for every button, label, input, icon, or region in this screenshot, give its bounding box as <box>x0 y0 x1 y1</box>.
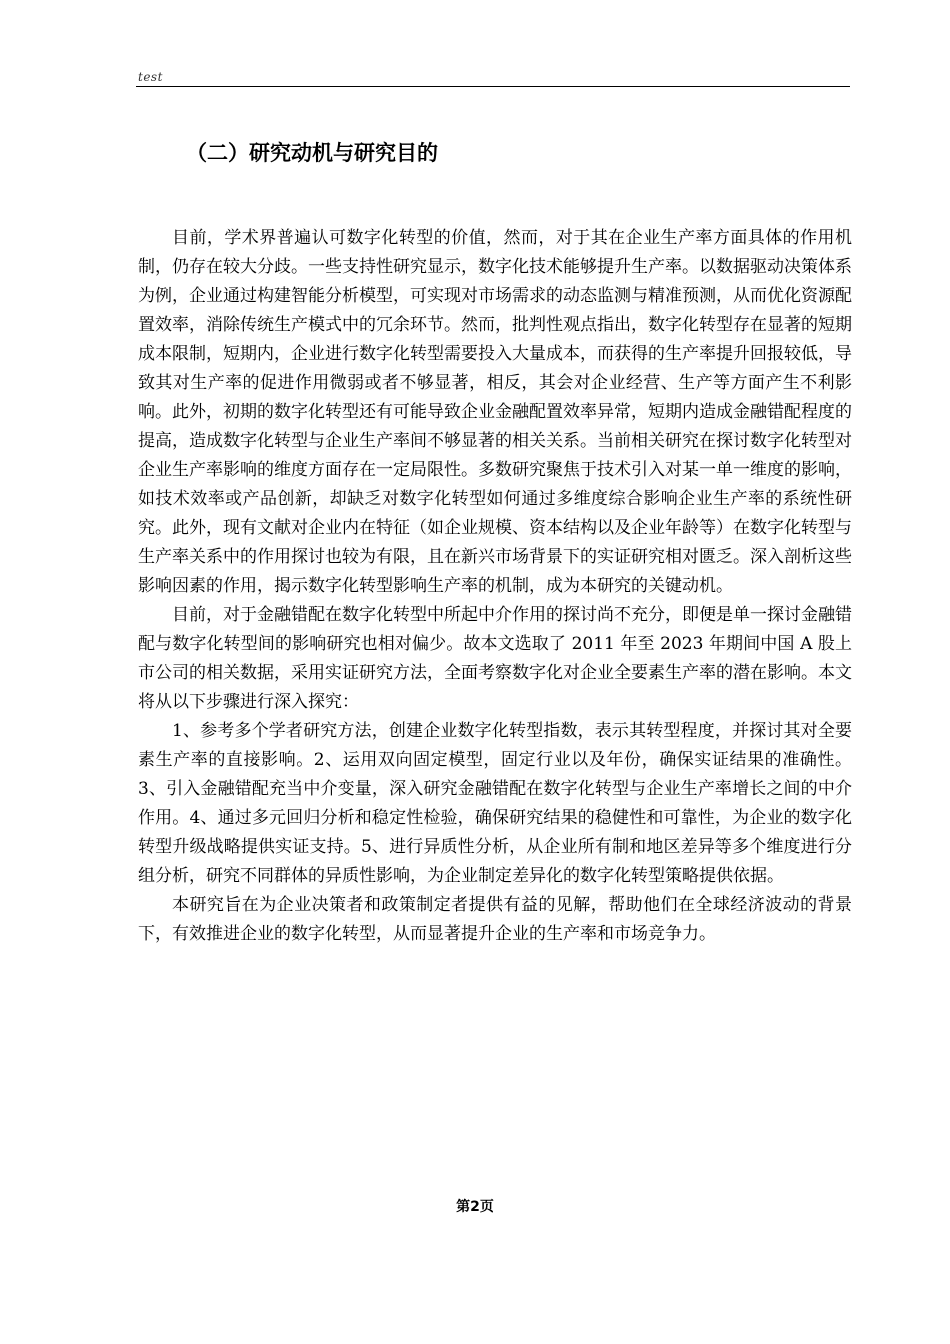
paragraph-steps: 1、参考多个学者研究方法，创建企业数字化转型指数，表示其转型程度，并探讨其对全要素生产率的直接影响。2、运用双向固定模型，固定行业以及年份，确保实证结果的准确性。3、引入金融错配充当中介变量，深入研究金融错配在数字化转型与企业生产率增长之间的中介作用。4、通过多元回归分析和稳定性检验，确保研究结果的稳健性和可靠性，为企业的数字化转型升级战略提供实证支持。5、进行异质性分析，从企业所有制和地区差异等多个维度进行分组分析，研究不同群体的异质性影响，为企业制定差异化的数字化转型策略提供依据。 <box>138 721 852 886</box>
paragraph-purpose: 本研究旨在为企业决策者和政策制定者提供有益的见解，帮助他们在全球经济波动的背景下，有效推进企业的数字化转型，从而显著提升企业的生产率和市场竞争力。 <box>138 895 852 944</box>
paragraph-data-method: 目前，对于金融错配在数字化转型中所起中介作用的探讨尚不充分，即便是单一探讨金融错配与数字化转型间的影响研究也相对偏少。故本文选取了 2011 年至 2023 年期间中国 A 股上市公司的相关数据，采用实证研究方法，全面考察数字化对企业全要素生产率的潜在影响。本文将从以下步骤进行深入探究： <box>138 605 852 712</box>
paragraph-motivation: 目前，学术界普遍认可数字化转型的价值，然而，对于其在企业生产率方面具体的作用机制，仍存在较大分歧。一些支持性研究显示，数字化技术能够提升生产率。以数据驱动决策体系为例，企业通过构建智能分析模型，可实现对市场需求的动态监测与精准预测，从而优化资源配置效率，消除传统生产模式中的冗余环节。然而，批判性观点指出，数字化转型存在显著的短期成本限制，短期内，企业进行数字化转型需要投入大量成本，而获得的生产率提升回报较低，导致其对生产率的促进作用微弱或者不够显著，相反，其会对企业经营、生产等方面产生不利影响。此外，初期的数字化转型还有可能导致企业金融配置效率异常，短期内造成金融错配程度的提高，造成数字化转型与企业生产率间不够显著的相关关系。当前相关研究在探讨数字化转型对企业生产率影响的维度方面存在一定局限性。多数研究聚焦于技术引入对某一单一维度的影响，如技术效率或产品创新，却缺乏对数字化转型如何通过多维度综合影响企业生产率的系统性研究。此外，现有文献对企业内在特征（如企业规模、资本结构以及企业年龄等）在数字化转型与生产率关系中的作用探讨也较为有限，且在新兴市场背景下的实证研究相对匮乏。深入剖析这些影响因素的作用，揭示数字化转型影响生产率的机制，成为本研究的关键动机。 <box>138 228 852 596</box>
running-header: test <box>138 70 163 84</box>
header-rule <box>136 86 850 87</box>
body-text <box>138 224 852 949</box>
section-title: （二）研究动机与研究目的 <box>186 141 438 165</box>
page-number: 第2页 <box>456 1199 494 1215</box>
